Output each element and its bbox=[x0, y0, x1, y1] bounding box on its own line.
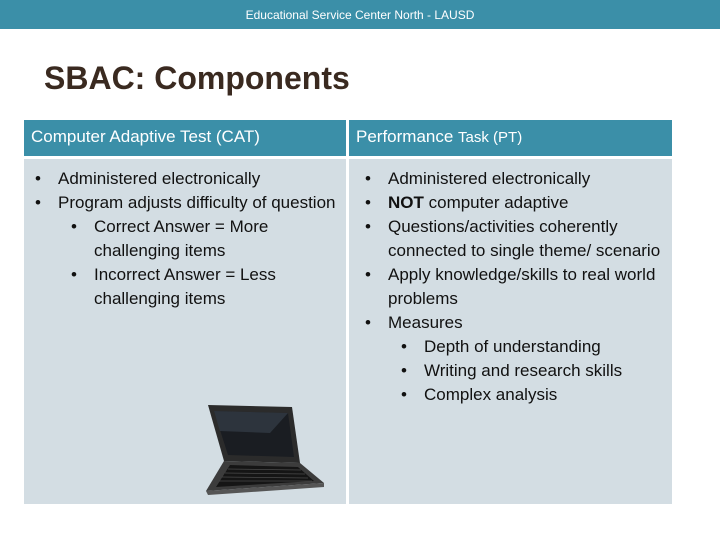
pt-cell bbox=[349, 159, 672, 504]
header-bar bbox=[0, 0, 720, 29]
list-item bbox=[362, 191, 672, 215]
list-item: • Administered electronically bbox=[362, 167, 672, 191]
header-text: Educational Service Center North - LAUSD bbox=[245, 8, 475, 22]
components-table bbox=[24, 120, 672, 504]
emphasis-not: NOT bbox=[388, 193, 424, 212]
list-item-rest: computer adaptive bbox=[423, 193, 569, 212]
list-subitem: • Correct Answer = More challenging items bbox=[32, 215, 342, 263]
pt-column-header bbox=[349, 120, 672, 156]
cat-list bbox=[32, 167, 342, 311]
list-item: • Measures bbox=[362, 311, 672, 335]
pt-list bbox=[362, 167, 672, 407]
list-subitem: • Writing and research skills bbox=[362, 359, 672, 383]
cat-column-header: Computer Adaptive Test (CAT) bbox=[24, 120, 346, 156]
list-item: • Program adjusts difficulty of question bbox=[32, 191, 342, 215]
laptop-icon bbox=[200, 403, 328, 499]
pt-header-main: Performance bbox=[356, 127, 459, 146]
list-item: • Administered electronically bbox=[32, 167, 342, 191]
list-subitem: • Complex analysis bbox=[362, 383, 672, 407]
list-item: • Apply knowledge/skills to real world problems bbox=[362, 263, 672, 311]
cat-cell bbox=[24, 159, 346, 504]
pt-header-small: Task (PT) bbox=[458, 129, 523, 146]
list-subitem: • Depth of understanding bbox=[362, 335, 672, 359]
list-item: • Questions/activities coherently connected to single theme/ scenario bbox=[362, 215, 672, 263]
list-subitem: • Incorrect Answer = Less challenging items bbox=[32, 263, 342, 311]
slide-title: SBAC: Components bbox=[44, 60, 350, 96]
